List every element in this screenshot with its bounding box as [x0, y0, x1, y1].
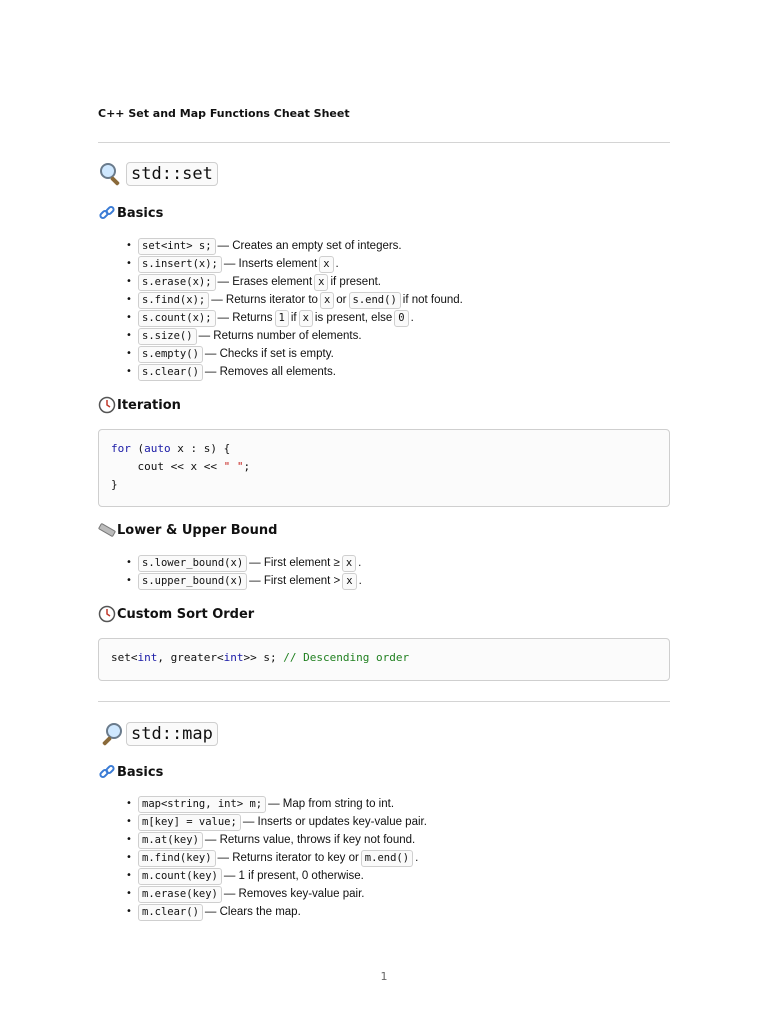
- inline-code: 0: [394, 310, 408, 327]
- set-basics-label: Basics: [117, 205, 164, 221]
- inline-code: x: [342, 573, 356, 590]
- list-item: [126, 813, 427, 831]
- set-heading-label: std::set: [126, 162, 218, 186]
- list-item: [126, 885, 427, 903]
- code-line: [111, 458, 657, 476]
- bullet: •: [126, 366, 132, 377]
- inline-code: m.find(key): [138, 850, 216, 867]
- inline-code: m.clear(): [138, 904, 203, 921]
- inline-code: x: [342, 555, 356, 572]
- set-heading: [98, 161, 218, 187]
- list-item: [126, 237, 463, 255]
- bullet: •: [126, 348, 132, 359]
- inline-code: m.at(key): [138, 832, 203, 849]
- item-description: if present.: [330, 276, 381, 288]
- bounds-list: [126, 554, 362, 590]
- custom-sort-code-block: [98, 638, 670, 681]
- map-basics-label: Basics: [117, 764, 164, 780]
- item-description: .: [358, 557, 362, 569]
- map-heading-label: std::map: [126, 722, 218, 746]
- inline-code: x: [320, 292, 334, 309]
- bullet: •: [126, 575, 132, 586]
- map-heading: [98, 721, 218, 747]
- link-icon: [98, 204, 116, 222]
- item-description: — Inserts or updates key-value pair.: [242, 816, 427, 828]
- item-description: if not found.: [402, 294, 463, 306]
- divider: [98, 142, 670, 143]
- document-title: C++ Set and Map Functions Cheat Sheet: [98, 107, 350, 120]
- iteration-code-block: [98, 429, 670, 507]
- clock-icon: [98, 396, 116, 414]
- item-description: — 1 if present, 0 otherwise.: [223, 870, 364, 882]
- item-description: is present, else: [314, 312, 393, 324]
- item-description: — Returns value, throws if key not found.: [204, 834, 416, 846]
- inline-code: m.erase(key): [138, 886, 222, 903]
- list-item: [126, 363, 463, 381]
- bullet: •: [126, 906, 132, 917]
- code-comment: // Descending order: [283, 651, 410, 664]
- divider: [98, 701, 670, 702]
- inline-code: m[key] = value;: [138, 814, 241, 831]
- code-keyword: auto: [144, 442, 171, 455]
- set-basics-list: [126, 237, 463, 381]
- code-text: >> s;: [243, 651, 284, 664]
- list-item: [126, 795, 427, 813]
- list-item: [126, 831, 427, 849]
- inline-code: s.size(): [138, 328, 197, 345]
- iteration-heading: [98, 396, 181, 414]
- inline-code: s.end(): [349, 292, 401, 309]
- bullet: •: [126, 798, 132, 809]
- clock-icon: [98, 605, 116, 623]
- inline-code: set<int> s;: [138, 238, 216, 255]
- list-item: [126, 572, 362, 590]
- inline-code: x: [314, 274, 328, 291]
- inline-code: 1: [275, 310, 289, 327]
- code-text: set<: [111, 651, 138, 664]
- item-description: — Returns iterator to key or: [217, 852, 359, 864]
- code-line: [111, 440, 657, 458]
- item-description: .: [410, 312, 414, 324]
- code-string: " ": [223, 460, 244, 473]
- map-basics-heading: [98, 763, 163, 781]
- inline-code: s.find(x);: [138, 292, 209, 309]
- bullet: •: [126, 870, 132, 881]
- set-basics-heading: [98, 204, 163, 222]
- page-number: 1: [380, 970, 388, 983]
- item-description: — Returns number of elements.: [198, 330, 362, 342]
- map-basics-list: [126, 795, 427, 921]
- item-description: — Removes key-value pair.: [223, 888, 365, 900]
- code-text: }: [111, 478, 118, 491]
- code-keyword: for: [111, 442, 131, 455]
- item-description: or: [336, 294, 347, 306]
- item-description: if: [290, 312, 297, 324]
- inline-code: x: [299, 310, 313, 327]
- magnifier-icon: [98, 161, 124, 187]
- iteration-label: Iteration: [117, 397, 181, 413]
- item-description: .: [358, 575, 362, 587]
- bullet: •: [126, 852, 132, 863]
- inline-code: s.clear(): [138, 364, 203, 381]
- code-text: ;: [243, 460, 251, 473]
- item-description: — Map from string to int.: [268, 798, 395, 810]
- bullet: •: [126, 294, 132, 305]
- list-item: [126, 273, 463, 291]
- item-description: — Returns: [217, 312, 273, 324]
- magnifier-right-icon: [98, 721, 124, 747]
- item-description: — Checks if set is empty.: [204, 348, 334, 360]
- inline-code: x: [319, 256, 333, 273]
- code-keyword: int: [223, 651, 244, 664]
- bullet: •: [126, 330, 132, 341]
- item-description: — Inserts element: [223, 258, 318, 270]
- bounds-label: Lower & Upper Bound: [117, 522, 278, 538]
- bullet: •: [126, 276, 132, 287]
- item-description: .: [415, 852, 419, 864]
- inline-code: s.empty(): [138, 346, 203, 363]
- list-item: [126, 291, 463, 309]
- list-item: [126, 867, 427, 885]
- list-item: [126, 554, 362, 572]
- inline-code: m.end(): [361, 850, 413, 867]
- item-description: — Creates an empty set of integers.: [217, 240, 402, 252]
- code-line: [111, 476, 657, 494]
- bullet: •: [126, 240, 132, 251]
- link-icon: [98, 763, 116, 781]
- list-item: [126, 327, 463, 345]
- custom-sort-heading: [98, 605, 254, 623]
- inline-code: s.insert(x);: [138, 256, 222, 273]
- list-item: [126, 849, 427, 867]
- custom-sort-label: Custom Sort Order: [117, 606, 255, 622]
- bullet: •: [126, 834, 132, 845]
- bullet: •: [126, 816, 132, 827]
- list-item: [126, 345, 463, 363]
- inline-code: s.count(x);: [138, 310, 216, 327]
- inline-code: s.upper_bound(x): [138, 573, 247, 590]
- inline-code: m.count(key): [138, 868, 222, 885]
- item-description: — First element >: [249, 575, 341, 587]
- bounds-heading: [98, 521, 277, 539]
- list-item: [126, 255, 463, 273]
- inline-code: s.erase(x);: [138, 274, 216, 291]
- inline-code: s.lower_bound(x): [138, 555, 247, 572]
- bullet: •: [126, 312, 132, 323]
- item-description: .: [335, 258, 339, 270]
- bullet: •: [126, 888, 132, 899]
- code-line: [111, 649, 657, 667]
- code-text: , greater<: [157, 651, 224, 664]
- item-description: — First element ≥: [249, 557, 340, 569]
- inline-code: map<string, int> m;: [138, 796, 266, 813]
- bullet: •: [126, 258, 132, 269]
- ruler-icon: [98, 521, 116, 539]
- item-description: — Erases element: [217, 276, 313, 288]
- item-description: — Removes all elements.: [204, 366, 336, 378]
- list-item: [126, 903, 427, 921]
- item-description: — Returns iterator to: [211, 294, 318, 306]
- code-text: x : s) {: [170, 442, 231, 455]
- list-item: [126, 309, 463, 327]
- code-text: cout << x <<: [111, 460, 224, 473]
- code-text: (: [130, 442, 145, 455]
- bullet: •: [126, 557, 132, 568]
- code-keyword: int: [137, 651, 158, 664]
- item-description: — Clears the map.: [204, 906, 301, 918]
